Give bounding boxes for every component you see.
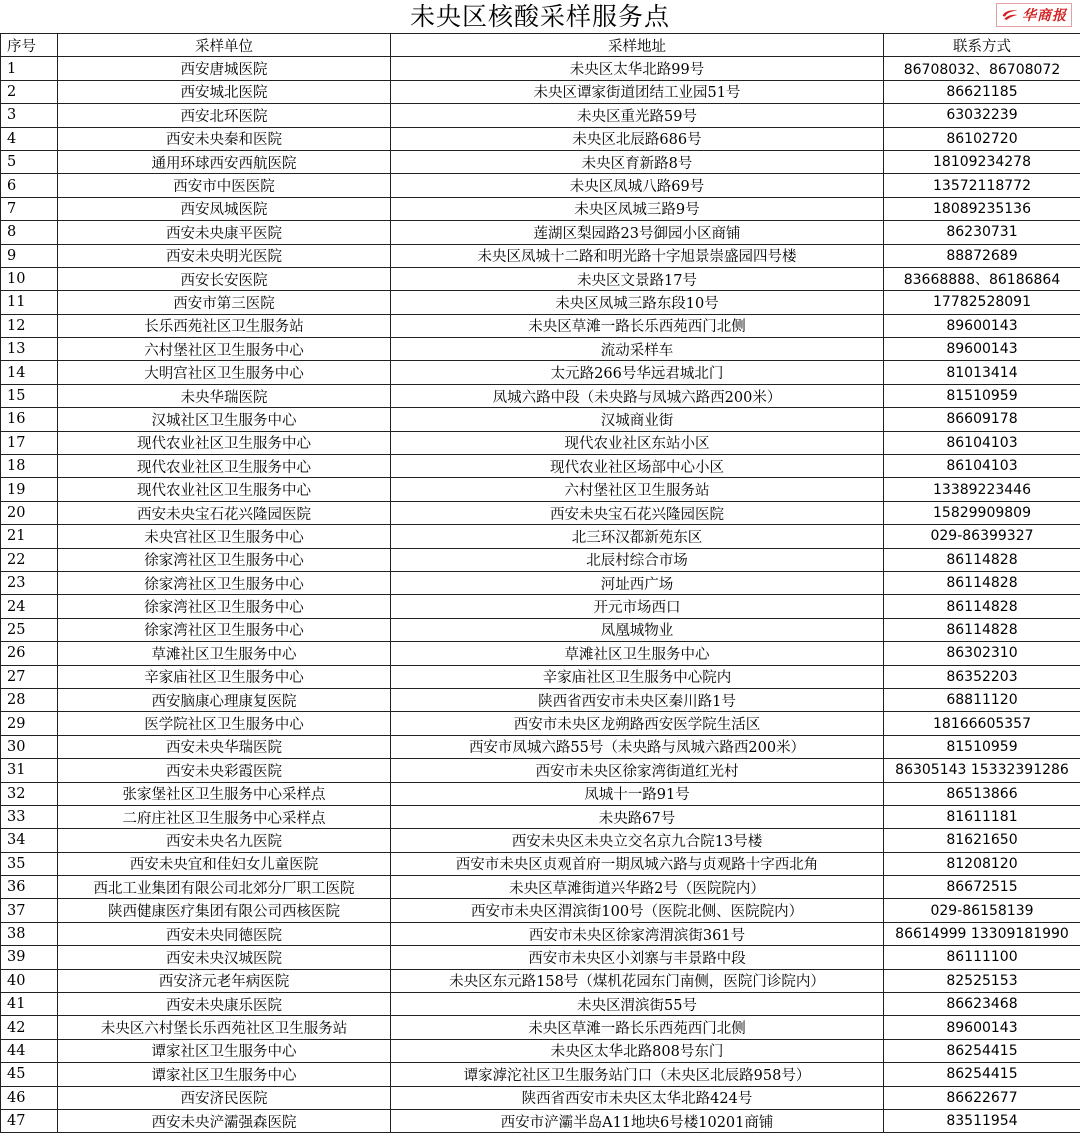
row-contact: 13389223446 [884, 478, 1080, 501]
row-contact: 86102720 [884, 127, 1080, 150]
table-row [1, 899, 1080, 922]
row-contact: 86352203 [884, 665, 1080, 688]
row-sampling-unit: 二府庄社区卫生服务中心采样点 [58, 805, 391, 828]
row-index: 11 [1, 291, 58, 314]
row-contact: 86254415 [884, 1063, 1080, 1086]
row-address: 陕西省西安市未央区太华北路424号 [391, 1086, 884, 1109]
row-index: 33 [1, 805, 58, 828]
row-contact: 68811120 [884, 688, 1080, 711]
row-contact: 89600143 [884, 314, 1080, 337]
table-row [1, 431, 1080, 454]
row-contact: 86513866 [884, 782, 1080, 805]
row-address: 六村堡社区卫生服务站 [391, 478, 884, 501]
row-contact: 86302310 [884, 642, 1080, 665]
row-index: 29 [1, 712, 58, 735]
row-contact: 86623468 [884, 993, 1080, 1016]
row-index: 34 [1, 829, 58, 852]
table-row [1, 291, 1080, 314]
row-sampling-unit: 草滩社区卫生服务中心 [58, 642, 391, 665]
table-row [1, 525, 1080, 548]
row-index: 44 [1, 1039, 58, 1062]
row-sampling-unit: 西安未央宜和佳妇女儿童医院 [58, 852, 391, 875]
row-index: 28 [1, 688, 58, 711]
row-address: 未央区草滩街道兴华路2号（医院院内） [391, 876, 884, 899]
table-row [1, 361, 1080, 384]
row-sampling-unit: 徐家湾社区卫生服务中心 [58, 595, 391, 618]
table-row [1, 1109, 1080, 1132]
row-contact: 63032239 [884, 104, 1080, 127]
table-row [1, 501, 1080, 524]
row-address: 河址西广场 [391, 571, 884, 594]
table-row [1, 197, 1080, 220]
row-index: 15 [1, 384, 58, 407]
row-contact: 82525153 [884, 969, 1080, 992]
table-row [1, 267, 1080, 290]
row-address: 辛家庙社区卫生服务中心院内 [391, 665, 884, 688]
row-sampling-unit: 西安未央名九医院 [58, 829, 391, 852]
row-sampling-unit: 西安未央彩霞医院 [58, 759, 391, 782]
row-index: 13 [1, 338, 58, 361]
row-contact: 86621185 [884, 80, 1080, 103]
row-address: 西安市未央区徐家湾渭滨街361号 [391, 922, 884, 945]
table-row [1, 1063, 1080, 1086]
row-address: 未央区太华北路99号 [391, 57, 884, 80]
row-address: 开元市场西口 [391, 595, 884, 618]
row-contact: 029-86399327 [884, 525, 1080, 548]
row-index: 7 [1, 197, 58, 220]
page-title: 未央区核酸采样服务点 [0, 0, 1080, 33]
row-index: 47 [1, 1109, 58, 1132]
row-contact: 86622677 [884, 1086, 1080, 1109]
table-row [1, 688, 1080, 711]
row-address: 太元路266号华远君城北门 [391, 361, 884, 384]
row-address: 西安未央区未央立交名京九合院13号楼 [391, 829, 884, 852]
table-row [1, 127, 1080, 150]
row-address: 未央区北辰路686号 [391, 127, 884, 150]
row-index: 14 [1, 361, 58, 384]
row-address: 未央区凤城三路东段10号 [391, 291, 884, 314]
row-contact: 86230731 [884, 221, 1080, 244]
row-index: 25 [1, 618, 58, 641]
table-row [1, 408, 1080, 431]
row-sampling-unit: 西安济民医院 [58, 1086, 391, 1109]
row-sampling-unit: 西安城北医院 [58, 80, 391, 103]
row-sampling-unit: 西安凤城医院 [58, 197, 391, 220]
row-address: 凤城十一路91号 [391, 782, 884, 805]
table-row [1, 829, 1080, 852]
row-index: 41 [1, 993, 58, 1016]
row-contact: 86708032、86708072 [884, 57, 1080, 80]
row-address: 草滩社区卫生服务中心 [391, 642, 884, 665]
row-index: 37 [1, 899, 58, 922]
row-address: 未央区谭家街道团结工业园51号 [391, 80, 884, 103]
row-index: 38 [1, 922, 58, 945]
row-address: 未央路67号 [391, 805, 884, 828]
row-address: 汉城商业街 [391, 408, 884, 431]
row-sampling-unit: 医学院社区卫生服务中心 [58, 712, 391, 735]
row-address: 北三环汉都新苑东区 [391, 525, 884, 548]
row-sampling-unit: 未央宫社区卫生服务中心 [58, 525, 391, 548]
row-contact: 81621650 [884, 829, 1080, 852]
row-index: 45 [1, 1063, 58, 1086]
row-address: 莲湖区梨园路23号御园小区商铺 [391, 221, 884, 244]
table-row [1, 969, 1080, 992]
row-address: 未央区育新路8号 [391, 150, 884, 173]
row-index: 6 [1, 174, 58, 197]
row-contact: 89600143 [884, 1016, 1080, 1039]
table-row [1, 338, 1080, 361]
row-sampling-unit: 谭家社区卫生服务中心 [58, 1039, 391, 1062]
table-row [1, 782, 1080, 805]
table-row [1, 314, 1080, 337]
row-index: 30 [1, 735, 58, 758]
row-address: 西安未央宝石花兴隆园医院 [391, 501, 884, 524]
row-index: 17 [1, 431, 58, 454]
row-contact: 81611181 [884, 805, 1080, 828]
newspaper-logo-icon [1001, 7, 1019, 23]
row-address: 流动采样车 [391, 338, 884, 361]
row-contact: 83511954 [884, 1109, 1080, 1132]
row-index: 12 [1, 314, 58, 337]
row-address: 未央区渭滨街55号 [391, 993, 884, 1016]
table-row [1, 57, 1080, 80]
row-address: 西安市浐灞半岛A11地块6号楼10201商铺 [391, 1109, 884, 1132]
row-sampling-unit: 西安脑康心理康复医院 [58, 688, 391, 711]
row-contact: 81510959 [884, 735, 1080, 758]
row-sampling-unit: 西安未央康乐医院 [58, 993, 391, 1016]
row-sampling-unit: 西安未央秦和医院 [58, 127, 391, 150]
row-index: 4 [1, 127, 58, 150]
table-row [1, 80, 1080, 103]
row-address: 西安市未央区贞观首府一期凤城六路与贞观路十字西北角 [391, 852, 884, 875]
row-sampling-unit: 现代农业社区卫生服务中心 [58, 431, 391, 454]
row-contact: 029-86158139 [884, 899, 1080, 922]
table-row [1, 244, 1080, 267]
row-address: 北辰村综合市场 [391, 548, 884, 571]
row-address: 凤城六路中段（未央路与凤城六路西200米） [391, 384, 884, 407]
table-row [1, 759, 1080, 782]
row-address: 未央区重光路59号 [391, 104, 884, 127]
row-contact: 13572118772 [884, 174, 1080, 197]
row-address: 未央区草滩一路长乐西苑西门北侧 [391, 314, 884, 337]
row-sampling-unit: 西安济元老年病医院 [58, 969, 391, 992]
table-row [1, 946, 1080, 969]
row-contact: 18109234278 [884, 150, 1080, 173]
table-row [1, 455, 1080, 478]
table-row [1, 571, 1080, 594]
row-index: 19 [1, 478, 58, 501]
row-sampling-unit: 陕西健康医疗集团有限公司西核医院 [58, 899, 391, 922]
row-sampling-unit: 西北工业集团有限公司北郊分厂职工医院 [58, 876, 391, 899]
row-contact: 86104103 [884, 431, 1080, 454]
row-contact: 86114828 [884, 595, 1080, 618]
row-contact: 86114828 [884, 571, 1080, 594]
row-sampling-unit: 西安未央同德医院 [58, 922, 391, 945]
row-index: 2 [1, 80, 58, 103]
row-sampling-unit: 徐家湾社区卫生服务中心 [58, 548, 391, 571]
row-address: 西安市未央区徐家湾街道红光村 [391, 759, 884, 782]
row-sampling-unit: 西安唐城医院 [58, 57, 391, 80]
row-index: 5 [1, 150, 58, 173]
row-sampling-unit: 通用环球西安西航医院 [58, 150, 391, 173]
row-address: 西安市凤城六路55号（未央路与凤城六路西200米） [391, 735, 884, 758]
row-index: 16 [1, 408, 58, 431]
table-row [1, 665, 1080, 688]
header-address: 采样地址 [391, 34, 884, 57]
row-sampling-unit: 谭家社区卫生服务中心 [58, 1063, 391, 1086]
table-row [1, 548, 1080, 571]
row-address: 未央区文景路17号 [391, 267, 884, 290]
row-sampling-unit: 西安未央明光医院 [58, 244, 391, 267]
header-index: 序号 [1, 34, 58, 57]
row-contact: 83668888、86186864 [884, 267, 1080, 290]
row-index: 20 [1, 501, 58, 524]
row-address: 西安市未央区龙朔路西安医学院生活区 [391, 712, 884, 735]
header-unit: 采样单位 [58, 34, 391, 57]
table-row [1, 922, 1080, 945]
row-index: 26 [1, 642, 58, 665]
table-row [1, 1039, 1080, 1062]
table-row [1, 735, 1080, 758]
row-index: 32 [1, 782, 58, 805]
row-index: 27 [1, 665, 58, 688]
row-sampling-unit: 西安北环医院 [58, 104, 391, 127]
row-contact: 86254415 [884, 1039, 1080, 1062]
row-index: 22 [1, 548, 58, 571]
row-address: 谭家滹沱社区卫生服务站门口（未央区北辰路958号） [391, 1063, 884, 1086]
row-index: 3 [1, 104, 58, 127]
table-body [1, 57, 1080, 1133]
row-contact: 86111100 [884, 946, 1080, 969]
row-index: 18 [1, 455, 58, 478]
row-index: 21 [1, 525, 58, 548]
row-sampling-unit: 汉城社区卫生服务中心 [58, 408, 391, 431]
table-row [1, 150, 1080, 173]
row-address: 未央区凤城三路9号 [391, 197, 884, 220]
row-index: 40 [1, 969, 58, 992]
row-address: 西安市未央区渭滨街100号（医院北侧、医院院内） [391, 899, 884, 922]
row-sampling-unit: 现代农业社区卫生服务中心 [58, 478, 391, 501]
row-index: 39 [1, 946, 58, 969]
row-contact: 86114828 [884, 548, 1080, 571]
row-index: 42 [1, 1016, 58, 1039]
row-address: 未央区太华北路808号东门 [391, 1039, 884, 1062]
table-row [1, 174, 1080, 197]
row-sampling-unit: 未央区六村堡长乐西苑社区卫生服务站 [58, 1016, 391, 1039]
row-address: 未央区凤城八路69号 [391, 174, 884, 197]
table-row [1, 104, 1080, 127]
row-index: 1 [1, 57, 58, 80]
row-contact: 15829909809 [884, 501, 1080, 524]
row-contact: 86114828 [884, 618, 1080, 641]
row-index: 24 [1, 595, 58, 618]
table-row [1, 384, 1080, 407]
row-address: 陕西省西安市未央区秦川路1号 [391, 688, 884, 711]
table-row [1, 712, 1080, 735]
row-address: 未央区凤城十二路和明光路十字旭景崇盛园四号楼 [391, 244, 884, 267]
table-row [1, 1086, 1080, 1109]
newspaper-logo-text: 华商报 [1022, 5, 1067, 25]
row-address: 西安市未央区小刘寨与丰景路中段 [391, 946, 884, 969]
row-address: 现代农业社区东站小区 [391, 431, 884, 454]
row-sampling-unit: 西安未央宝石花兴隆园医院 [58, 501, 391, 524]
row-contact: 17782528091 [884, 291, 1080, 314]
row-contact: 81510959 [884, 384, 1080, 407]
row-sampling-unit: 西安未央康平医院 [58, 221, 391, 244]
table-row [1, 642, 1080, 665]
row-index: 8 [1, 221, 58, 244]
table-row [1, 852, 1080, 875]
row-sampling-unit: 六村堡社区卫生服务中心 [58, 338, 391, 361]
table-row [1, 595, 1080, 618]
row-address: 凤凰城物业 [391, 618, 884, 641]
row-sampling-unit: 大明宫社区卫生服务中心 [58, 361, 391, 384]
row-sampling-unit: 辛家庙社区卫生服务中心 [58, 665, 391, 688]
row-contact: 86104103 [884, 455, 1080, 478]
table-row [1, 876, 1080, 899]
row-index: 46 [1, 1086, 58, 1109]
row-index: 35 [1, 852, 58, 875]
row-contact: 18166605357 [884, 712, 1080, 735]
row-index: 31 [1, 759, 58, 782]
row-sampling-unit: 现代农业社区卫生服务中心 [58, 455, 391, 478]
table-row [1, 805, 1080, 828]
table-row [1, 618, 1080, 641]
row-contact: 88872689 [884, 244, 1080, 267]
row-sampling-unit: 徐家湾社区卫生服务中心 [58, 571, 391, 594]
row-sampling-unit: 张家堡社区卫生服务中心采样点 [58, 782, 391, 805]
table-row [1, 221, 1080, 244]
row-address: 未央区草滩一路长乐西苑西门北侧 [391, 1016, 884, 1039]
row-contact: 18089235136 [884, 197, 1080, 220]
row-address: 未央区东元路158号（煤机花园东门南侧，医院门诊院内） [391, 969, 884, 992]
table-row [1, 1016, 1080, 1039]
newspaper-logo [996, 3, 1072, 27]
row-sampling-unit: 未央华瑞医院 [58, 384, 391, 407]
row-sampling-unit: 西安长安医院 [58, 267, 391, 290]
row-sampling-unit: 长乐西苑社区卫生服务站 [58, 314, 391, 337]
row-contact: 86614999 13309181990 [884, 922, 1080, 945]
row-contact: 86609178 [884, 408, 1080, 431]
table-header-row [1, 34, 1080, 57]
row-contact: 89600143 [884, 338, 1080, 361]
row-contact: 86672515 [884, 876, 1080, 899]
sampling-sites-table [0, 33, 1080, 1133]
row-sampling-unit: 西安未央华瑞医院 [58, 735, 391, 758]
row-sampling-unit: 西安市第三医院 [58, 291, 391, 314]
row-sampling-unit: 西安未央浐灞强森医院 [58, 1109, 391, 1132]
row-contact: 81013414 [884, 361, 1080, 384]
row-sampling-unit: 西安市中医医院 [58, 174, 391, 197]
row-index: 36 [1, 876, 58, 899]
row-index: 10 [1, 267, 58, 290]
row-contact: 81208120 [884, 852, 1080, 875]
row-index: 9 [1, 244, 58, 267]
table-row [1, 478, 1080, 501]
table-row [1, 993, 1080, 1016]
header-contact: 联系方式 [884, 34, 1080, 57]
row-index: 23 [1, 571, 58, 594]
row-sampling-unit: 徐家湾社区卫生服务中心 [58, 618, 391, 641]
row-address: 现代农业社区场部中心小区 [391, 455, 884, 478]
row-contact: 86305143 15332391286 [884, 759, 1080, 782]
row-sampling-unit: 西安未央汉城医院 [58, 946, 391, 969]
